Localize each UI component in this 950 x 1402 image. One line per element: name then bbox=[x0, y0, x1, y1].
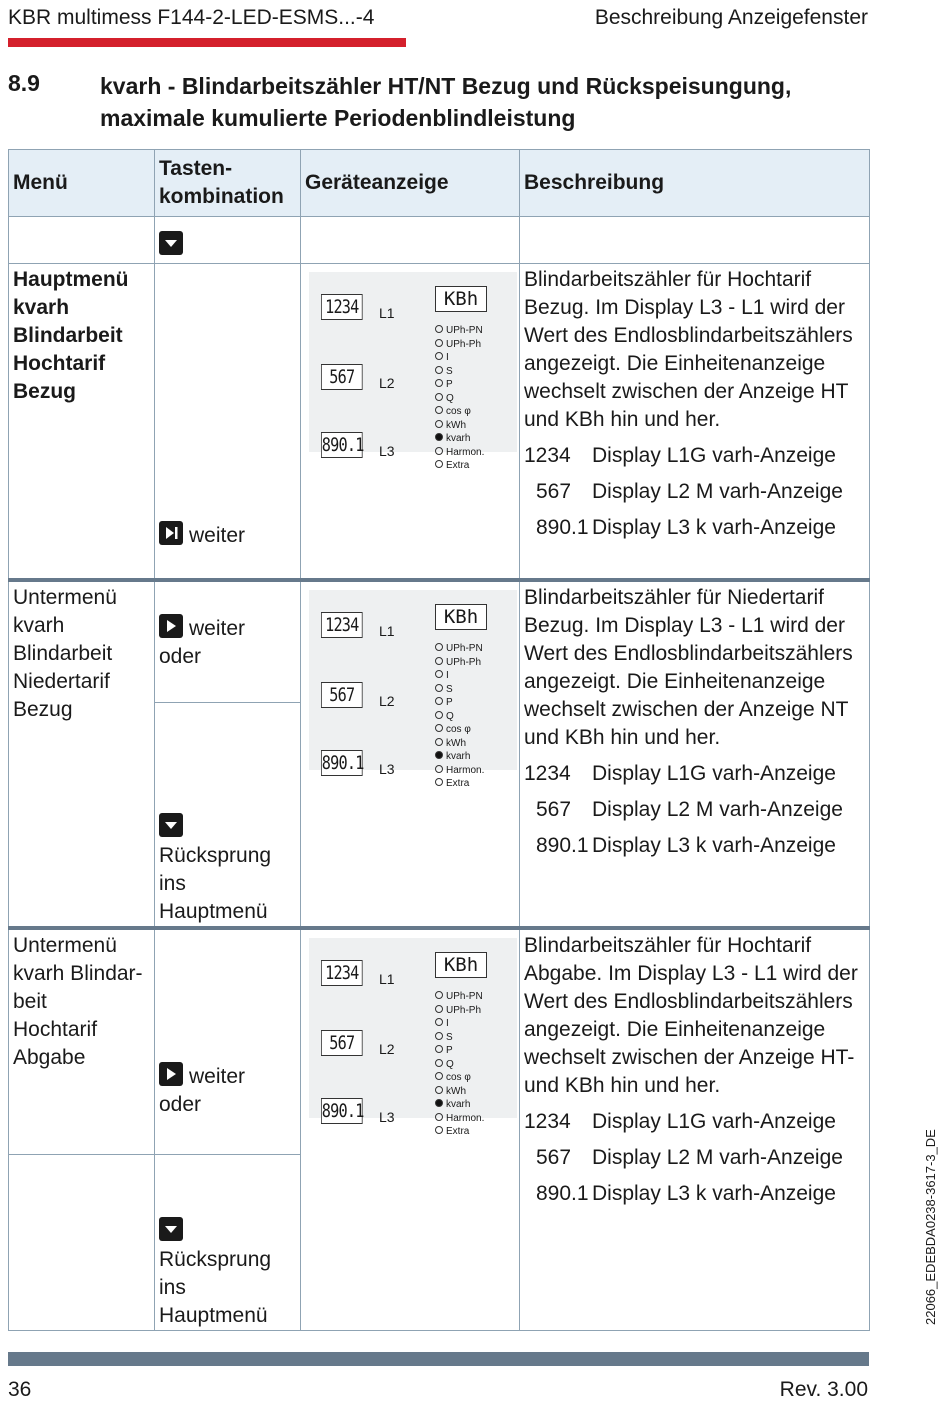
active-indicator-dot bbox=[435, 1099, 443, 1107]
key-back-label-2: ins Hauptmenü bbox=[159, 1276, 268, 1327]
l2-label: L2 bbox=[379, 375, 395, 391]
right-key-icon[interactable] bbox=[159, 1062, 183, 1086]
l1-display: 1234 bbox=[321, 960, 363, 986]
l2-display: 567 bbox=[321, 1030, 363, 1056]
active-indicator-dot bbox=[435, 751, 443, 759]
description-text: Blindarbeitszähler für Niedertarif Bezug. Im Display L3 - L1 wird der Wert des Endlosblindarbeitszählers angezeigt. Die Einheitenanzeige wechselt zwischen der Anzeige NT und KBh hin und her. bbox=[524, 586, 853, 749]
device-display bbox=[309, 938, 517, 1137]
table-header-row bbox=[9, 150, 870, 217]
l2-label: L2 bbox=[379, 1041, 395, 1057]
unit-display: KBh bbox=[435, 604, 487, 630]
l3-display: 890.1 bbox=[321, 752, 364, 774]
value-list: 1234 Display L1G varh-Anzeige 567 Display L2 M varh-Anzeige 890.1 Display L3 k varh-Anzeige bbox=[524, 444, 843, 539]
menu-cell: Hauptmenü kvarh Blindarbeit Hochtarif Bezug bbox=[9, 264, 155, 581]
key-back-label-2: ins Hauptmenü bbox=[159, 872, 268, 923]
description-text: Blindarbeitszähler für Hochtarif Abgabe. Im Display L3 - L1 wird der Wert des Endlosblindarbeitszählers angezeigt. Die Einheitenanzeige wechselt zwischen der Anzeige HT- und KBh hin und her. bbox=[524, 934, 858, 1097]
description-text: Blindarbeitszähler für Hochtarif Bezug. Im Display L3 - L1 wird der Wert des Endlosblindarbeitszählers angezeigt. Die Einheitenanzeige wechselt zwischen der Anzeige HT und KBh hin und her. bbox=[524, 268, 853, 431]
down-key-icon[interactable] bbox=[159, 1217, 183, 1241]
l2-display: 567 bbox=[321, 682, 363, 708]
revision: Rev. 3.00 bbox=[779, 1378, 868, 1401]
l3-label: L3 bbox=[379, 761, 395, 777]
device-display bbox=[309, 590, 517, 789]
l3-label: L3 bbox=[379, 1109, 395, 1125]
table-row bbox=[9, 928, 870, 1155]
document-code: 22066_EDEBDA0238-3617-3_DE bbox=[923, 1129, 938, 1325]
l1-label: L1 bbox=[379, 623, 395, 639]
indicator-list: UPh-PN UPh-Ph I S P Q cos φ kWh kvarh Harmon. Extra bbox=[435, 324, 484, 473]
unit-display: KBh bbox=[435, 286, 487, 312]
menu-cell: Untermenü kvarh Blindar- beit Hochtarif Abgabe bbox=[9, 928, 155, 1155]
down-key-icon[interactable] bbox=[159, 813, 183, 837]
l2-display: 567 bbox=[321, 364, 363, 390]
section-number: 8.9 bbox=[8, 70, 40, 96]
l1-display: 1234 bbox=[321, 294, 363, 320]
device-display bbox=[309, 272, 517, 471]
key-next-label: weiter bbox=[189, 617, 246, 640]
down-key-icon bbox=[159, 231, 183, 255]
key-next-label: weiter bbox=[189, 1065, 246, 1088]
header-menu: Menü bbox=[9, 150, 155, 217]
l3-label: L3 bbox=[379, 443, 395, 459]
indicator-list: UPh-PN UPh-Ph I S P Q cos φ kWh kvarh Harmon. Extra bbox=[435, 642, 484, 791]
value-list: 1234 Display L1G varh-Anzeige 567 Display L2 M varh-Anzeige 890.1 Display L3 k varh-Anzeige bbox=[524, 762, 843, 857]
header-keys: Tasten- kombination bbox=[155, 150, 301, 217]
l1-label: L1 bbox=[379, 971, 395, 987]
unit-display: KBh bbox=[435, 952, 487, 978]
key-back-label: Rücksprung bbox=[159, 844, 272, 867]
indicator-list: UPh-PN UPh-Ph I S P Q cos φ kWh kvarh Harmon. Extra bbox=[435, 990, 484, 1139]
table-row bbox=[9, 264, 870, 581]
l1-display: 1234 bbox=[321, 612, 363, 638]
key-back-label: Rücksprung bbox=[159, 1248, 272, 1271]
header-accent-bar bbox=[8, 38, 406, 47]
key-or-label: oder bbox=[159, 645, 202, 668]
l3-display: 890.1 bbox=[321, 1100, 364, 1122]
section-title: kvarh - Blindarbeitszähler HT/NT Bezug und Rückspeisungung, maximale kumulierte Periodenblindleistung bbox=[100, 73, 792, 131]
page-number: 36 bbox=[8, 1378, 32, 1401]
l3-display: 890.1 bbox=[321, 434, 364, 456]
skip-key-icon[interactable] bbox=[159, 521, 183, 545]
header-display: Geräteanzeige bbox=[301, 150, 520, 217]
header-chapter: Beschreibung Anzeigefenster bbox=[594, 6, 868, 29]
l1-label: L1 bbox=[379, 305, 395, 321]
table-row bbox=[9, 580, 870, 703]
footer-bar bbox=[8, 1352, 869, 1366]
key-or-label: oder bbox=[159, 1093, 202, 1116]
value-list: 1234 Display L1G varh-Anzeige 567 Display L2 M varh-Anzeige 890.1 Display L3 k varh-Anzeige bbox=[524, 1110, 843, 1205]
l2-label: L2 bbox=[379, 693, 395, 709]
header-product: KBR multimess F144-2-LED-ESMS...-4 bbox=[8, 6, 375, 29]
right-key-icon[interactable] bbox=[159, 614, 183, 638]
menu-cell: Untermenü kvarh Blindarbeit Niedertarif Bezug bbox=[9, 580, 155, 928]
table-row bbox=[9, 217, 870, 264]
header-description: Beschreibung bbox=[520, 150, 870, 217]
key-next-label: weiter bbox=[189, 524, 246, 547]
active-indicator-dot bbox=[435, 433, 443, 441]
menu-table bbox=[8, 149, 870, 1331]
